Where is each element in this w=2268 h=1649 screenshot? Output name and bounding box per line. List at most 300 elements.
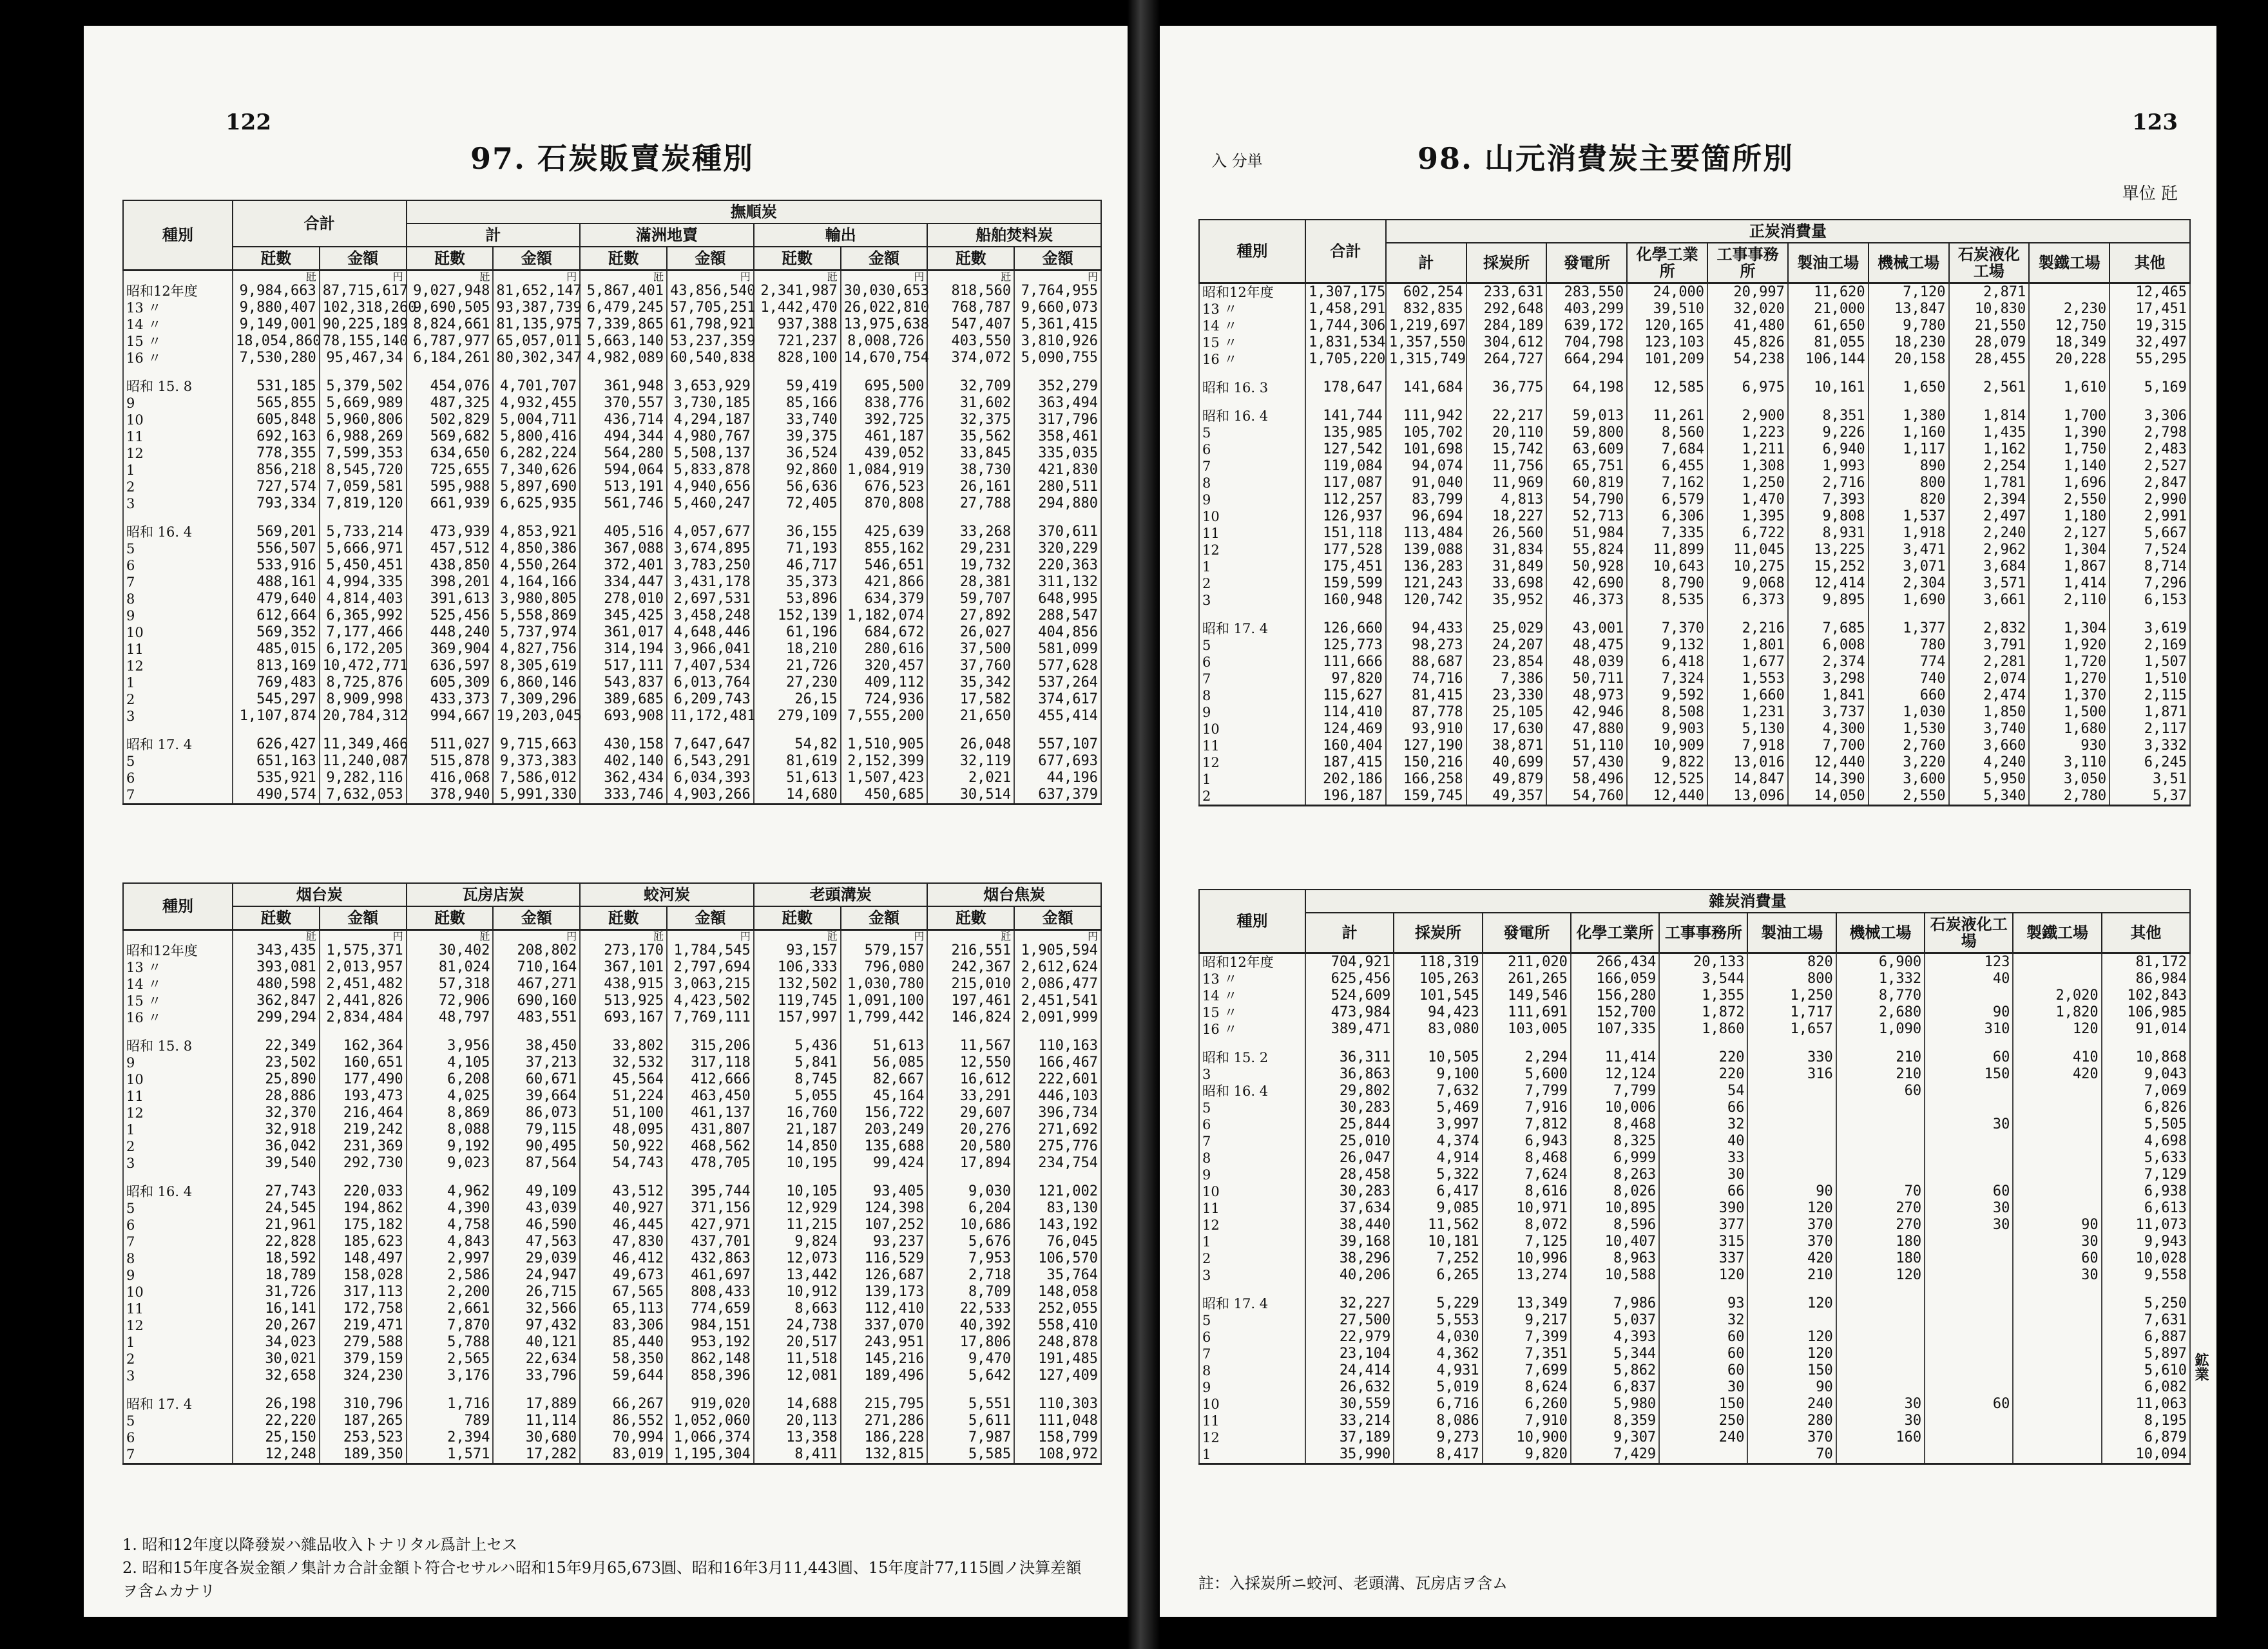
table-cell: 379,159	[320, 1351, 407, 1368]
table-row	[1199, 318, 2190, 334]
table-cell: 8,824,661	[407, 316, 494, 333]
table-cell: 2,798	[2109, 424, 2190, 441]
table-cell: 294,880	[1014, 495, 1101, 512]
table-cell: 5,737,974	[493, 624, 580, 641]
table-cell: 166,059	[1571, 971, 1659, 987]
table-cell: 361,017	[580, 624, 667, 641]
table-cell: 150,216	[1386, 754, 1466, 771]
table-row	[1199, 458, 2190, 475]
table-cell: 317,796	[1014, 412, 1101, 428]
table-cell: 51,613	[754, 770, 841, 786]
table-cell: 32,227	[1305, 1295, 1394, 1312]
table-row	[123, 1105, 1101, 1121]
table-cell: 59,013	[1546, 408, 1627, 424]
row-label: 11	[123, 1088, 233, 1105]
table-cell: 626,427	[233, 736, 320, 753]
table-cell: 7,819,120	[320, 495, 407, 512]
table-cell: 9,820	[1483, 1446, 1571, 1464]
table-cell: 9,780	[1869, 318, 1949, 334]
row-label: 12	[1199, 542, 1305, 558]
table-cell: 22,979	[1305, 1329, 1394, 1346]
table-cell: 4,932,455	[493, 395, 580, 412]
table-cell: 208,802	[493, 942, 580, 959]
table-cell: 54,760	[1546, 788, 1627, 806]
table-cell: 33,214	[1305, 1413, 1394, 1429]
table-cell: 48,973	[1546, 687, 1627, 704]
table-cell: 20,110	[1466, 424, 1547, 441]
table-cell: 768,787	[927, 300, 1014, 316]
column-header: 發電所	[1483, 913, 1571, 953]
table-cell: 90,225,189	[320, 316, 407, 333]
table-cell: 141,744	[1305, 408, 1386, 424]
row-label: 3	[123, 1155, 233, 1172]
row-label: 3	[123, 495, 233, 512]
table-cell: 4,982,089	[580, 350, 667, 367]
table-cell: 7,624	[1483, 1167, 1571, 1183]
table-cell: 478,705	[667, 1155, 754, 1172]
table-cell: 793,334	[233, 495, 320, 512]
table-cell: 26,560	[1466, 525, 1547, 542]
table-cell: 7,647,647	[667, 736, 754, 753]
table-cell: 175,182	[320, 1217, 407, 1234]
table-cell: 5,340	[1949, 788, 2030, 806]
table-cell: 9,100	[1394, 1066, 1482, 1083]
col-group: 瓦房店炭	[407, 883, 581, 906]
table-cell: 13,274	[1483, 1267, 1571, 1284]
table-row	[1199, 508, 2190, 525]
table-cell: 513,925	[580, 993, 667, 1009]
table-cell: 431,807	[667, 1121, 754, 1138]
table-cell: 579,157	[841, 942, 928, 959]
table-cell: 191,485	[1014, 1351, 1101, 1368]
table-cell: 361,948	[580, 378, 667, 395]
table-cell: 808,433	[667, 1284, 754, 1301]
table-cell: 283,550	[1546, 283, 1627, 301]
table-cell: 818,560	[927, 283, 1014, 300]
table-cell: 1,784,545	[667, 942, 754, 959]
table-cell	[1925, 1150, 2013, 1167]
table-cell: 531,185	[233, 378, 320, 395]
table-cell: 36,155	[754, 524, 841, 540]
table-cell: 3,332	[2109, 738, 2190, 754]
table-cell: 6,826	[2102, 1100, 2190, 1116]
table-cell: 2,697,531	[667, 591, 754, 607]
table-cell: 222,601	[1014, 1071, 1101, 1088]
row-label: 10	[123, 1071, 233, 1088]
table-cell: 261,265	[1483, 971, 1571, 987]
regular-coal-consumption-table	[1198, 219, 2191, 806]
table-cell: 11,261	[1627, 408, 1707, 424]
table-cell: 12,248	[233, 1446, 320, 1464]
table-cell: 612,664	[233, 607, 320, 624]
row-spacer	[123, 1172, 1101, 1183]
table-cell: 304,612	[1466, 334, 1547, 351]
table-cell: 101,545	[1394, 987, 1482, 1004]
row-label: 2	[123, 1351, 233, 1368]
table-cell: 9,592	[1627, 687, 1707, 704]
table-cell: 177,528	[1305, 542, 1386, 558]
table-cell: 30	[1836, 1396, 1925, 1413]
table-cell: 23,502	[233, 1054, 320, 1071]
unit-cell: 円	[1014, 271, 1101, 283]
column-header: 製鐵工場	[2029, 243, 2109, 283]
table-row	[1199, 1004, 2190, 1021]
table-cell: 166,467	[1014, 1054, 1101, 1071]
row-label: 7	[1199, 1133, 1305, 1150]
table-cell: 271,692	[1014, 1121, 1101, 1138]
table-row	[1199, 987, 2190, 1004]
table-cell: 724,936	[841, 691, 928, 708]
unit-cell: 円	[841, 271, 928, 283]
table-cell	[1925, 1234, 2013, 1250]
table-cell: 98,273	[1386, 637, 1466, 654]
table-cell: 81,415	[1386, 687, 1466, 704]
table-cell: 101,698	[1386, 441, 1466, 458]
table-cell: 6,479,245	[580, 300, 667, 316]
table-cell: 5,508,137	[667, 445, 754, 462]
table-cell: 59,419	[754, 378, 841, 395]
table-cell: 110,303	[1014, 1396, 1101, 1413]
table-cell: 457,512	[407, 540, 494, 557]
table-cell: 33,268	[927, 524, 1014, 540]
table-cell: 26,715	[493, 1284, 580, 1301]
row-label: 昭和12年度	[123, 942, 233, 959]
table-cell: 8,072	[1483, 1217, 1571, 1234]
table-row	[1199, 771, 2190, 788]
table-cell: 6,900	[1836, 953, 1925, 971]
table-cell: 310,796	[320, 1396, 407, 1413]
table-cell: 14,688	[754, 1396, 841, 1413]
table-cell: 25,890	[233, 1071, 320, 1088]
table-row	[1199, 558, 2190, 575]
table-cell: 85,166	[754, 395, 841, 412]
table-cell: 17,582	[927, 691, 1014, 708]
table-cell: 32,497	[2109, 334, 2190, 351]
table-cell: 1,304	[2029, 620, 2109, 637]
table-cell: 30	[1659, 1167, 1747, 1183]
table-cell: 5,733,214	[320, 524, 407, 540]
table-cell: 5,600	[1483, 1066, 1571, 1083]
table-cell: 6,940	[1788, 441, 1869, 458]
table-cell: 725,655	[407, 462, 494, 479]
table-cell: 5,788	[407, 1334, 494, 1351]
table-cell: 35,990	[1305, 1446, 1394, 1464]
table-cell: 111,691	[1483, 1004, 1571, 1021]
table-row	[1199, 491, 2190, 508]
table-cell: 148,058	[1014, 1284, 1101, 1301]
table-cell: 22,349	[233, 1038, 320, 1054]
table-cell: 3,458,248	[667, 607, 754, 624]
table-cell: 9,085	[1394, 1200, 1482, 1217]
table-cell: 7,370	[1627, 620, 1707, 637]
table-cell: 90,495	[493, 1138, 580, 1155]
table-cell: 30,030,653	[841, 283, 928, 300]
table-cell: 39,168	[1305, 1234, 1394, 1250]
column-header: 工事事務所	[1659, 913, 1747, 953]
table-cell: 85,440	[580, 1334, 667, 1351]
table-cell: 17,894	[927, 1155, 1014, 1172]
table-cell: 6,306	[1627, 508, 1707, 525]
table-cell: 3,730,185	[667, 395, 754, 412]
table-cell: 2,110	[2029, 592, 2109, 609]
table-cell	[1836, 1133, 1925, 1150]
table-cell: 8,909,998	[320, 691, 407, 708]
table-cell: 24,545	[233, 1200, 320, 1217]
table-cell: 1,571	[407, 1446, 494, 1464]
table-cell: 1,918	[1869, 525, 1949, 542]
table-row	[123, 591, 1101, 607]
table-cell: 90	[1747, 1183, 1836, 1200]
table-cell: 9,880,407	[233, 300, 320, 316]
col-group: 老頭溝炭	[754, 883, 928, 906]
table-cell: 60,671	[493, 1071, 580, 1088]
table-cell: 123,103	[1627, 334, 1707, 351]
table-cell: 32,709	[927, 378, 1014, 395]
table-cell: 5,663,140	[580, 333, 667, 350]
table-cell: 3,966,041	[667, 641, 754, 658]
table-cell: 49,357	[1466, 788, 1547, 806]
table-cell: 70,994	[580, 1429, 667, 1446]
table-row	[123, 479, 1101, 495]
table-cell: 5,667	[2109, 525, 2190, 542]
column-header: 製油工場	[1788, 243, 1869, 283]
table-cell: 28,381	[927, 574, 1014, 591]
table-cell: 35,952	[1466, 592, 1547, 609]
table-row	[123, 1429, 1101, 1446]
table-cell: 5,469	[1394, 1100, 1482, 1116]
table-cell: 113,484	[1386, 525, 1466, 542]
table-cell: 202,186	[1305, 771, 1386, 788]
table-cell: 45,826	[1707, 334, 1788, 351]
row-label: 8	[1199, 1362, 1305, 1379]
subheader-cell: 瓩數	[927, 247, 1014, 271]
table-cell: 45,564	[580, 1071, 667, 1088]
table-cell: 2,561	[1949, 379, 2030, 396]
table-cell: 7,799	[1571, 1083, 1659, 1100]
table-cell: 17,282	[493, 1446, 580, 1464]
table-cell: 8,086	[1394, 1413, 1482, 1429]
table-cell: 30,680	[493, 1429, 580, 1446]
row-label: 5	[1199, 424, 1305, 441]
table-cell: 33,796	[493, 1368, 580, 1384]
table-cell: 178,647	[1305, 379, 1386, 396]
table-cell: 639,172	[1546, 318, 1627, 334]
table-cell: 4,903,266	[667, 786, 754, 805]
table-cell: 391,613	[407, 591, 494, 607]
row-label: 昭和 16. 4	[1199, 1083, 1305, 1100]
table-cell: 7,120	[1869, 283, 1949, 301]
column-names-row	[1199, 913, 2190, 953]
table-cell: 2,871	[1949, 283, 2030, 301]
table-cell: 561,746	[580, 495, 667, 512]
row-label: 昭和12年度	[123, 283, 233, 300]
table-cell: 12,081	[754, 1368, 841, 1384]
table-cell: 8,770	[1836, 987, 1925, 1004]
table-cell: 410	[2013, 1049, 2101, 1066]
table-cell: 2,394	[1949, 491, 2030, 508]
table-cell: 569,352	[233, 624, 320, 641]
table-cell: 132,502	[754, 976, 841, 993]
table-cell: 1,530	[1869, 721, 1949, 738]
row-spacer	[1199, 368, 2190, 379]
table-cell: 17,806	[927, 1334, 1014, 1351]
table-cell: 485,015	[233, 641, 320, 658]
table-cell: 10,181	[1394, 1234, 1482, 1250]
table-cell: 1,716	[407, 1396, 494, 1413]
table-cell	[1836, 1329, 1925, 1346]
table-cell: 4,850,386	[493, 540, 580, 557]
table-cell: 70	[1836, 1183, 1925, 1200]
row-label: 昭和 17. 4	[1199, 620, 1305, 637]
table-cell: 82,667	[841, 1071, 928, 1088]
table-cell: 139,088	[1386, 542, 1466, 558]
table-cell: 7,177,466	[320, 624, 407, 641]
table-cell: 490,574	[233, 786, 320, 805]
table-cell: 14,680	[754, 786, 841, 805]
unit-cell: 円	[493, 930, 580, 943]
table-cell: 30	[1925, 1200, 2013, 1217]
table-row	[1199, 1066, 2190, 1083]
table-cell: 7,699	[1483, 1362, 1571, 1379]
table-cell: 23,104	[1305, 1346, 1394, 1362]
table-cell: 150	[1659, 1396, 1747, 1413]
table-cell: 8,468	[1571, 1116, 1659, 1133]
table-cell: 9,715,663	[493, 736, 580, 753]
table-cell: 28,458	[1305, 1167, 1394, 1183]
table-row	[1199, 1100, 2190, 1116]
column-header: 化學工業所	[1627, 243, 1707, 283]
table-cell: 278,010	[580, 591, 667, 607]
table-row	[123, 1200, 1101, 1217]
subheader-cell: 瓩數	[233, 906, 320, 930]
table-cell: 78,155,140	[320, 333, 407, 350]
table-cell: 1,575,371	[320, 942, 407, 959]
table-cell: 398,201	[407, 574, 494, 591]
row-label: 5	[123, 753, 233, 770]
table-body	[123, 271, 1101, 805]
table-cell: 233,631	[1466, 283, 1547, 301]
table-cell: 139,173	[841, 1284, 928, 1301]
table-row	[1199, 1362, 2190, 1379]
table-cell: 352,279	[1014, 378, 1101, 395]
table-row	[1199, 441, 2190, 458]
table-row	[1199, 1217, 2190, 1234]
table-cell: 10,161	[1788, 379, 1869, 396]
table-cell: 94,423	[1394, 1004, 1482, 1021]
table-cell: 2,294	[1483, 1049, 1571, 1066]
table-cell: 664,294	[1546, 351, 1627, 368]
table-cell: 42,946	[1546, 704, 1627, 721]
table-row	[1199, 788, 2190, 806]
table-cell: 132,815	[841, 1446, 928, 1464]
table-cell: 8,545,720	[320, 462, 407, 479]
table-cell: 6,625,935	[493, 495, 580, 512]
table-cell: 9,307	[1571, 1429, 1659, 1446]
table-cell: 32,566	[493, 1301, 580, 1317]
table-cell: 9,149,001	[233, 316, 320, 333]
table-cell: 87,564	[493, 1155, 580, 1172]
table-cell: 10,105	[754, 1183, 841, 1200]
table-cell: 6,365,992	[320, 607, 407, 624]
table-cell: 21,961	[233, 1217, 320, 1234]
row-spacer	[123, 367, 1101, 378]
table-cell: 81,619	[754, 753, 841, 770]
table-cell: 2,216	[1707, 620, 1788, 637]
row-label: 7	[123, 574, 233, 591]
table-cell: 25,844	[1305, 1116, 1394, 1133]
table-row	[123, 607, 1101, 624]
row-label: 6	[1199, 441, 1305, 458]
table-cell: 2,900	[1707, 408, 1788, 424]
table-cell: 409,112	[841, 674, 928, 691]
table-cell: 24,414	[1305, 1362, 1394, 1379]
table-cell: 1,091,100	[841, 993, 928, 1009]
unit-cell: 円	[320, 930, 407, 943]
table-row	[1199, 654, 2190, 671]
table-cell: 81,055	[1788, 334, 1869, 351]
table-cell: 8,411	[754, 1446, 841, 1464]
table-cell: 1,066,374	[667, 1429, 754, 1446]
table-cell: 10,472,771	[320, 658, 407, 674]
left-page	[84, 26, 1128, 1617]
table-cell: 320,457	[841, 658, 928, 674]
table-cell: 135,688	[841, 1138, 928, 1155]
table-cell: 40,927	[580, 1200, 667, 1217]
table-cell: 92,860	[754, 462, 841, 479]
table-cell: 11,063	[2102, 1396, 2190, 1413]
table-cell: 1,799,442	[841, 1009, 928, 1026]
table-cell: 38,450	[493, 1038, 580, 1054]
table-cell: 5,669,989	[320, 395, 407, 412]
col-group: 計	[407, 224, 581, 247]
page-number-left: 122	[226, 110, 271, 135]
table-cell: 8,508	[1627, 704, 1707, 721]
table-cell: 14,850	[754, 1138, 841, 1155]
row-label: 16 〃	[1199, 351, 1305, 368]
row-label: 1	[1199, 771, 1305, 788]
table-cell: 402,140	[580, 753, 667, 770]
table-cell: 1,458,291	[1305, 301, 1386, 318]
table-cell: 5,436	[754, 1038, 841, 1054]
table-cell: 21,726	[754, 658, 841, 674]
table-cell: 7,953	[927, 1250, 1014, 1267]
table-cell: 1,380	[1869, 408, 1949, 424]
table-cell: 94,433	[1386, 620, 1466, 637]
table-cell: 370	[1747, 1217, 1836, 1234]
row-label: 7	[1199, 1346, 1305, 1362]
table-cell: 7,870	[407, 1317, 494, 1334]
row-label: 昭和 15. 8	[123, 1038, 233, 1054]
table-row	[123, 412, 1101, 428]
table-cell	[2013, 1362, 2101, 1379]
table-cell: 31,849	[1466, 558, 1547, 575]
table-cell: 35,764	[1014, 1267, 1101, 1284]
table-cell: 33,291	[927, 1088, 1014, 1105]
table-cell: 9,824	[754, 1234, 841, 1250]
table-cell: 390	[1659, 1200, 1747, 1217]
table-cell: 425,639	[841, 524, 928, 540]
table-cell: 243,951	[841, 1334, 928, 1351]
table-cell: 6,975	[1707, 379, 1788, 396]
table-cell: 160,948	[1305, 592, 1386, 609]
table-row	[123, 1446, 1101, 1464]
table-cell: 120	[1747, 1329, 1836, 1346]
table-cell: 525,456	[407, 607, 494, 624]
table-cell: 121,002	[1014, 1183, 1101, 1200]
table-cell: 6,418	[1627, 654, 1707, 671]
table-cell	[1747, 1083, 1836, 1100]
table-row	[1199, 1446, 2190, 1464]
